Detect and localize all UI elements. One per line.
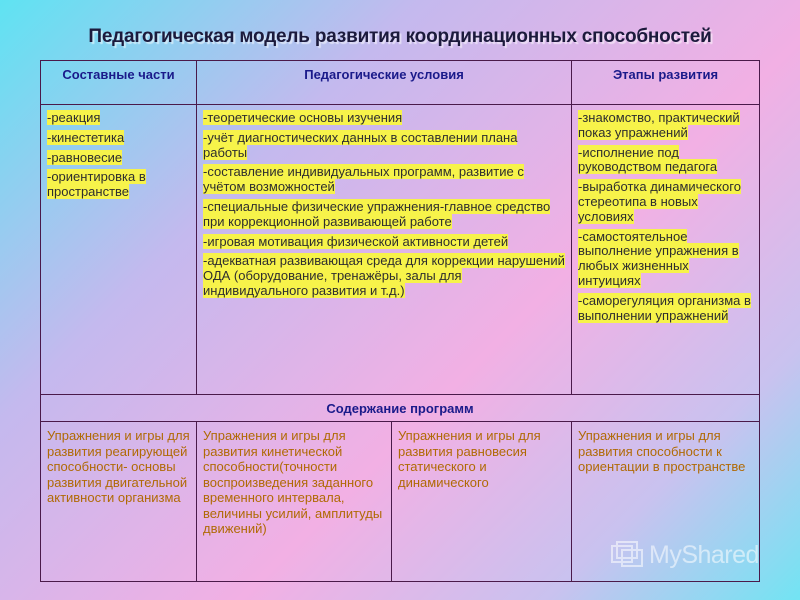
details-row xyxy=(41,105,760,395)
header-conditions: Педагогические условия xyxy=(197,61,572,105)
slides-icon xyxy=(611,540,643,570)
model-table xyxy=(40,60,760,582)
header-stages: Этапы развития xyxy=(572,61,760,105)
components-cell xyxy=(41,105,197,395)
condition-item: -специальные физические упражнения-главное средство при коррекционной развивающей работе xyxy=(203,198,551,229)
component-item: -ориентировка в пространстве xyxy=(47,169,146,200)
condition-item: -адекватная развивающая среда для коррекции нарушений ОДА (оборудование, тренажёры, залы для индивидуального развития и т.д.) xyxy=(203,253,565,298)
program-cell: Упражнения и игры для развития реагирующей способности- основы развития двигательной активности организма xyxy=(41,422,197,582)
component-item: -кинестетика xyxy=(47,129,125,145)
component-item: -реакция xyxy=(47,110,101,125)
condition-item: -учёт диагностических данных в составлении плана работы xyxy=(203,129,518,160)
stage-item: -самостоятельное выполнение упражнения в любых жизненных интуициях xyxy=(578,228,739,288)
program-cell: Упражнения и игры для развития способности к ориентации в пространстве xyxy=(572,422,760,582)
stage-item: -саморегуляция организма в выполнении упражнений xyxy=(578,292,751,323)
watermark xyxy=(611,540,759,570)
program-title: Содержание программ xyxy=(41,395,760,422)
program-cell: Упражнения и игры для развития равновесия статического и динамического xyxy=(392,422,572,582)
stages-cell xyxy=(572,105,760,395)
stage-item: -исполнение под руководством педагога xyxy=(578,144,718,175)
page-title: Педагогическая модель развития координационных способностей xyxy=(88,26,712,47)
condition-item: -составление индивидуальных программ, развитие с учётом возможностей xyxy=(203,164,524,195)
condition-item: -теоретические основы изучения xyxy=(203,110,403,125)
watermark-text: MyShared xyxy=(649,540,759,569)
header-components: Составные части xyxy=(41,61,197,105)
stage-item: -выработка динамического стереотипа в новых условиях xyxy=(578,179,741,224)
conditions-cell xyxy=(197,105,572,395)
component-item: -равновесие xyxy=(47,149,123,165)
program-title-row xyxy=(41,395,760,422)
condition-item: -игровая мотивация физической активности детей xyxy=(203,233,509,249)
program-cell: Упражнения и игры для развития кинетической способности(точности воспроизведения заданного временного интервала, величины усилий, амплитуды движений) xyxy=(197,422,392,582)
header-row xyxy=(41,61,760,105)
stage-item: -знакомство, практический показ упражнений xyxy=(578,110,740,140)
